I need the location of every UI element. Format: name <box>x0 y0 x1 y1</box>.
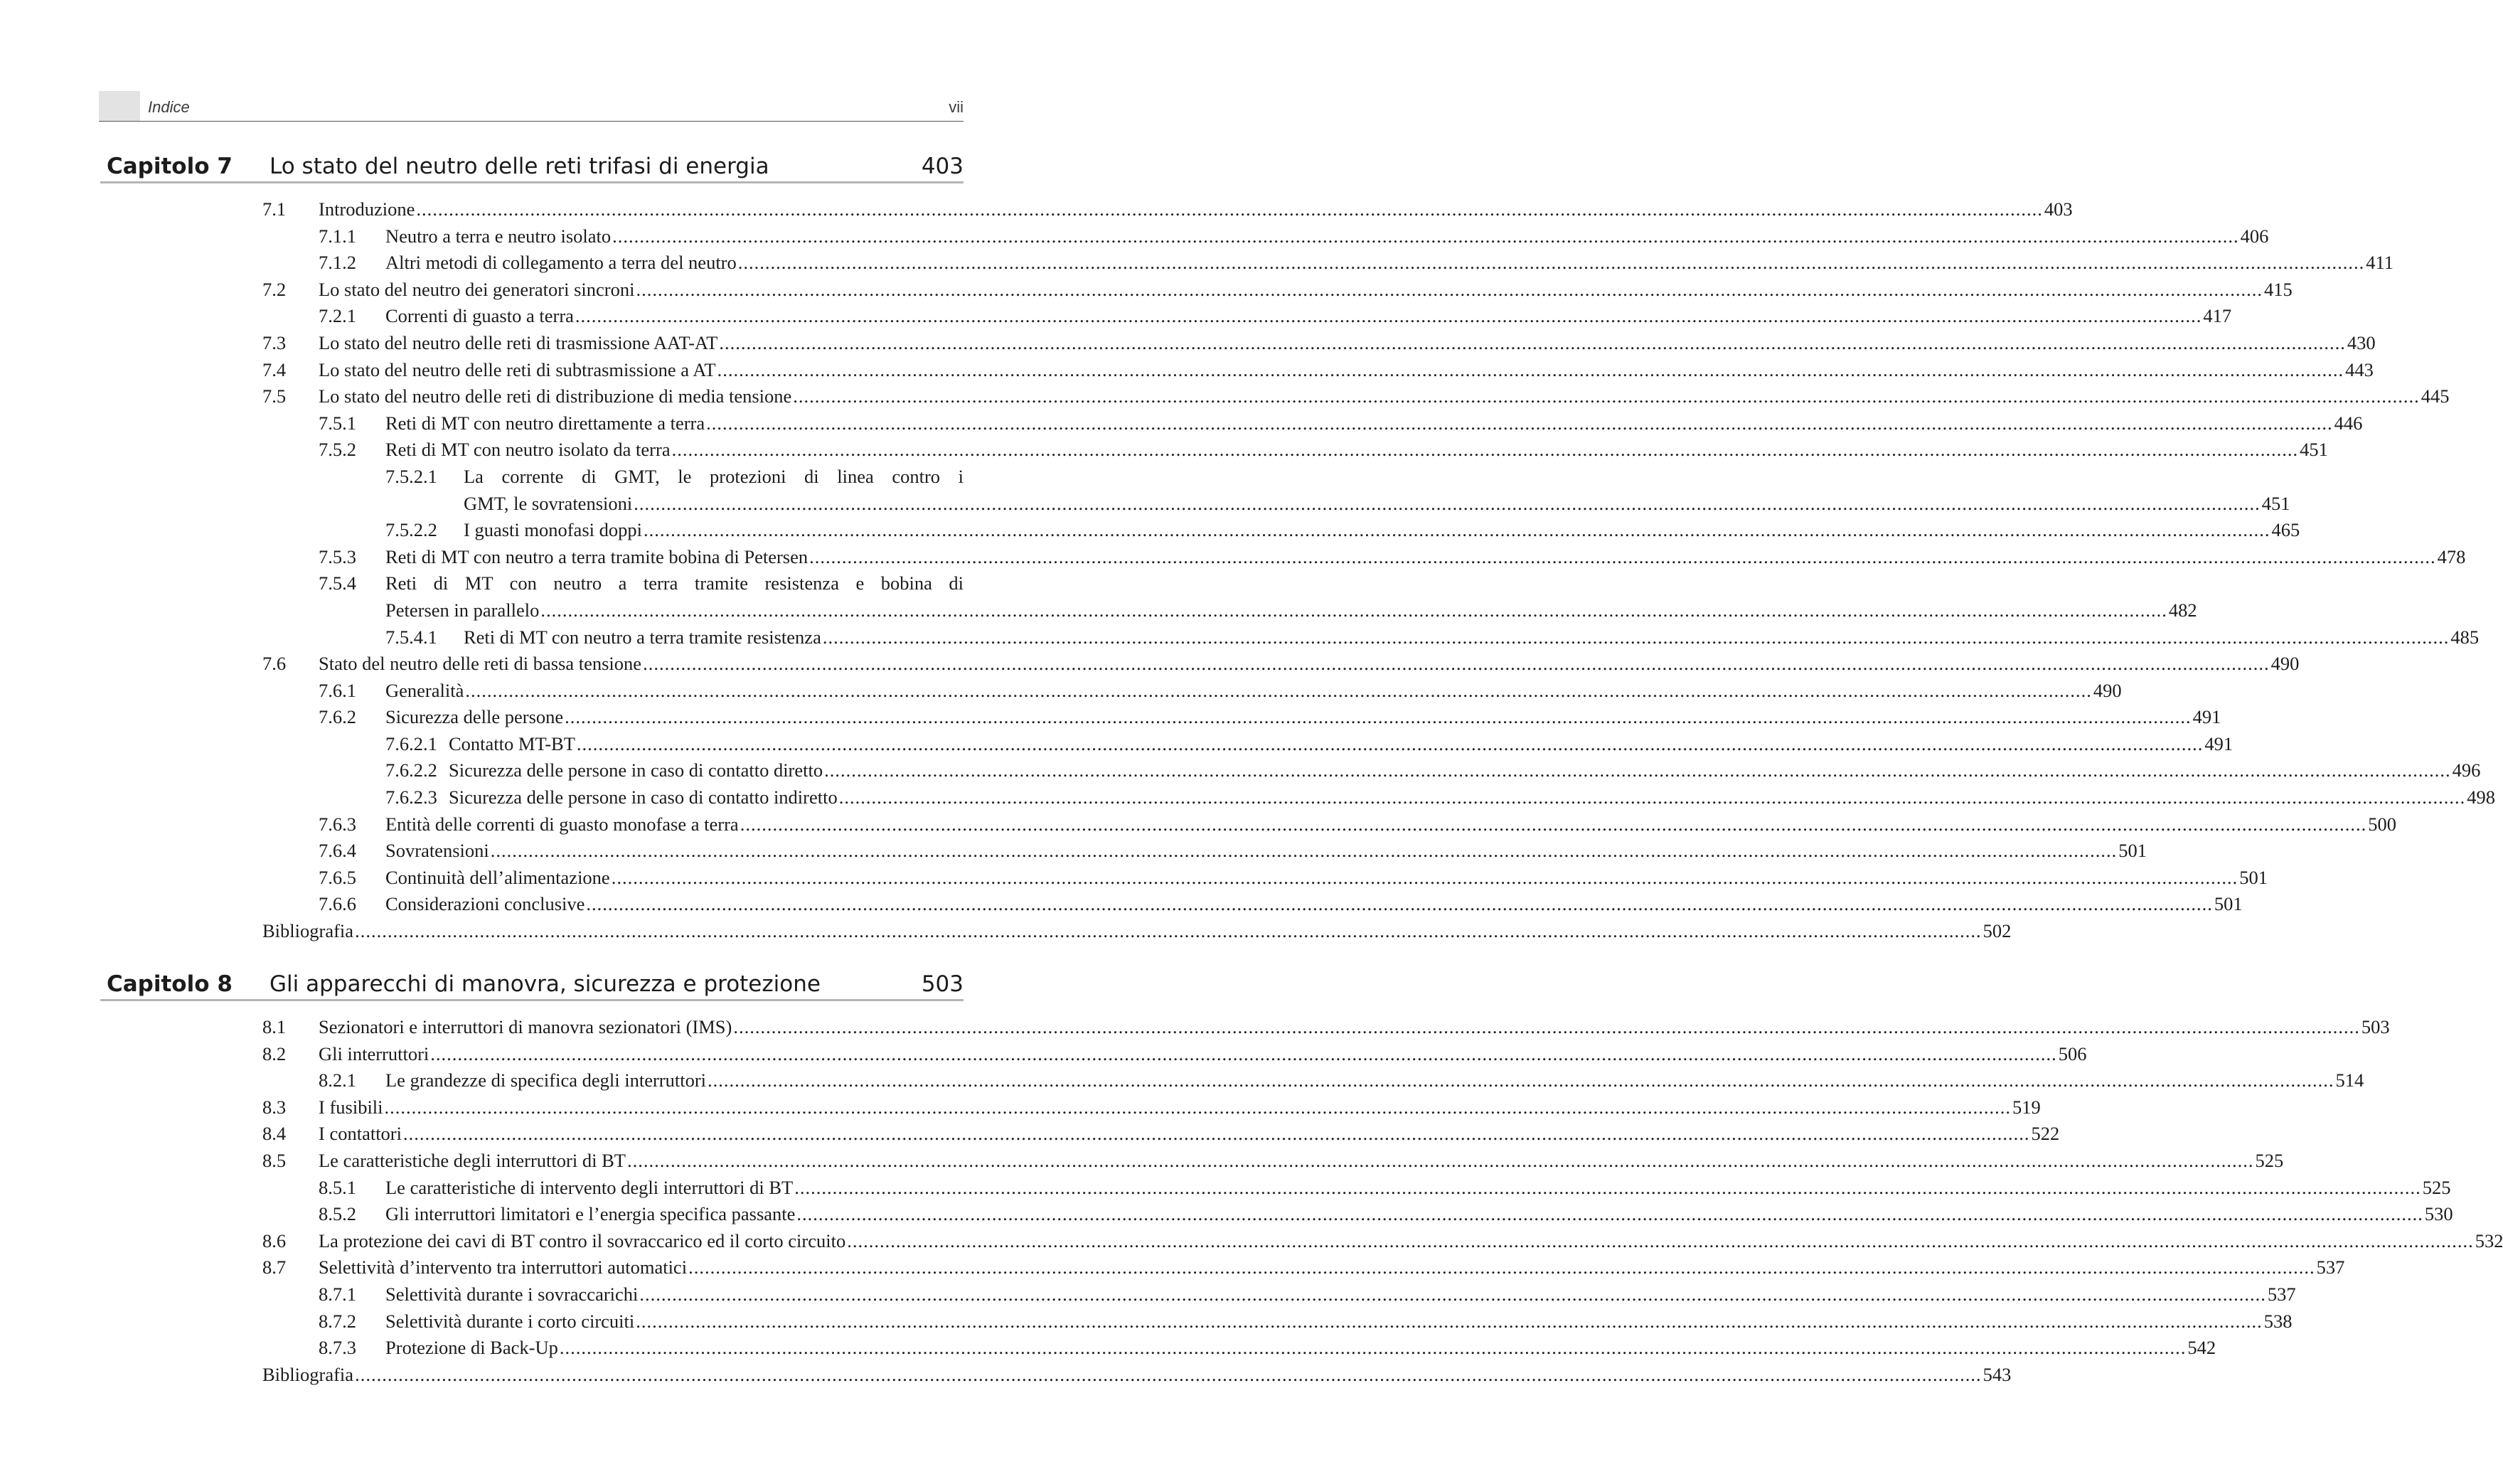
section-number: 7.6.5 <box>319 866 356 888</box>
dot-leader: ............................................................................................................................................................................................................................................................................................................ <box>490 840 2118 862</box>
toc-entry[interactable] <box>0 1041 2087 1068</box>
section-number: 7.6.1 <box>319 679 356 701</box>
toc-entry[interactable] <box>0 517 2300 544</box>
section-number: 8.7.1 <box>319 1283 356 1305</box>
page-number: 522 <box>2031 1123 2060 1145</box>
dot-leader: ............................................................................................................................................................................................................................................................................................................ <box>355 1363 1982 1385</box>
chapter-page-number: 403 <box>921 154 964 179</box>
toc-entry[interactable] <box>0 277 2293 304</box>
page-number: 451 <box>2300 439 2328 461</box>
toc-entry[interactable] <box>0 651 2300 678</box>
toc-entry[interactable] <box>0 1148 2284 1175</box>
header-rule <box>99 121 964 122</box>
section-title: Considerazioni conclusive <box>385 893 585 915</box>
dot-leader: ............................................................................................................................................................................................................................................................................................................ <box>639 1283 2266 1305</box>
dot-leader: ............................................................................................................................................................................................................................................................................................................ <box>740 813 2367 835</box>
section-title: Sovratensioni <box>385 840 489 862</box>
dot-leader: ............................................................................................................................................................................................................................................................................................................ <box>847 1229 2474 1251</box>
toc-entry[interactable] <box>0 1094 2041 1121</box>
section-title: I fusibili <box>319 1096 383 1118</box>
page-number: 542 <box>2187 1337 2216 1359</box>
section-title: Gli interruttori <box>319 1042 429 1064</box>
page-number: 537 <box>2316 1256 2345 1279</box>
section-number: 7.6.2.3 <box>385 786 437 808</box>
page-number: 506 <box>2058 1042 2087 1064</box>
dot-leader: ............................................................................................................................................................................................................................................................................................................ <box>612 225 2239 247</box>
section-title: Selettività durante i corto circuiti <box>385 1310 635 1332</box>
running-header-title: Indice <box>148 98 190 116</box>
page-number: 443 <box>2345 358 2374 380</box>
dot-leader: ............................................................................................................................................................................................................................................................................................................ <box>636 1310 2263 1332</box>
page-number: 532 <box>2475 1229 2503 1251</box>
toc-entry[interactable] <box>0 250 2394 277</box>
page-number: 491 <box>2204 732 2234 754</box>
dot-leader: ............................................................................................................................................................................................................................................................................................................ <box>355 920 1982 942</box>
dot-leader: ............................................................................................................................................................................................................................................................................................................ <box>822 626 2450 648</box>
page-number: 491 <box>2192 706 2221 728</box>
section-title: I guasti monofasi doppi <box>464 519 642 541</box>
page-number: 525 <box>2255 1149 2284 1171</box>
dot-leader: ............................................................................................................................................................................................................................................................................................................ <box>717 358 2344 380</box>
page-number: 430 <box>2347 331 2376 353</box>
page-number: 519 <box>2012 1096 2041 1118</box>
section-title: Lo stato del neutro delle reti di subtrasmissione a AT <box>319 358 716 380</box>
page-number: 490 <box>2270 653 2300 675</box>
toc-entry-multiline[interactable] <box>0 570 1064 597</box>
section-title: GMT, le sovratensioni <box>464 492 633 514</box>
section-number: 8.2 <box>262 1042 287 1064</box>
dot-leader: ............................................................................................................................................................................................................................................................................................................ <box>430 1042 2057 1064</box>
section-title: Reti di MT con neutro a terra tramite resistenza <box>464 626 821 648</box>
page-number: 485 <box>2450 626 2480 648</box>
section-title: Neutro a terra e neutro isolato <box>385 225 612 247</box>
section-title: Lo stato del neutro delle reti di trasmissione AAT-AT <box>319 331 718 353</box>
toc-entry[interactable] <box>0 383 2450 410</box>
section-title: La protezione dei cavi di BT contro il sovraccarico ed il corto circuito <box>319 1229 846 1251</box>
dot-leader: ............................................................................................................................................................................................................................................................................................................ <box>737 252 2365 274</box>
page-number: 417 <box>2203 305 2232 327</box>
chapter-7-heading[interactable] <box>100 143 964 183</box>
section-number: 7.5.3 <box>319 545 356 567</box>
dot-leader: ............................................................................................................................................................................................................................................................................................................ <box>636 278 2263 300</box>
dot-leader: ............................................................................................................................................................................................................................................................................................................ <box>671 439 2299 461</box>
page-number: 503 <box>2361 1016 2390 1037</box>
section-title: Stato del neutro delle reti di bassa tensione <box>319 653 642 675</box>
dot-leader: ............................................................................................................................................................................................................................................................................................................ <box>733 1016 2360 1037</box>
page-number: 478 <box>2437 545 2466 567</box>
section-number: 7.2 <box>262 278 287 300</box>
toc-entry[interactable] <box>0 1067 2364 1094</box>
page-number: 500 <box>2368 813 2396 835</box>
page-number: 498 <box>2467 786 2495 808</box>
toc-entry[interactable] <box>0 1014 2390 1041</box>
page-number: 465 <box>2271 519 2300 541</box>
page-number: 411 <box>2366 252 2394 274</box>
page-number: 537 <box>2267 1283 2296 1305</box>
page-number: 482 <box>2168 599 2197 621</box>
chapter-label: Capitolo 7 <box>107 154 233 179</box>
toc-entry[interactable] <box>0 1121 2060 1148</box>
toc-entry[interactable] <box>0 731 2234 758</box>
section-title: Altri metodi di collegamento a terra del neutro <box>385 252 737 274</box>
section-title: Introduzione <box>319 198 415 220</box>
section-number: 8.1 <box>262 1016 287 1037</box>
section-title: Sezionatori e interruttori di manovra sezionatori (IMS) <box>319 1016 732 1037</box>
dot-leader: ............................................................................................................................................................................................................................................................................................................ <box>796 1203 2423 1225</box>
toc-entry[interactable] <box>0 330 2376 357</box>
page-number: 496 <box>2452 759 2481 781</box>
dot-leader: ............................................................................................................................................................................................................................................................................................................ <box>403 1123 2030 1145</box>
section-title: Reti di MT con neutro isolato da terra <box>385 439 671 461</box>
page-number: 525 <box>2422 1176 2451 1198</box>
page-number: 451 <box>2261 492 2290 514</box>
chapter-title: Lo stato del neutro delle reti trifasi di energia <box>269 154 769 179</box>
toc-entry-continuation[interactable] <box>0 597 2197 624</box>
section-number: 7.6.2 <box>319 706 356 728</box>
chapter-label: Capitolo 8 <box>107 971 233 997</box>
dot-leader: ............................................................................................................................................................................................................................................................................................................ <box>809 545 2436 567</box>
dot-leader: ............................................................................................................................................................................................................................................................................................................ <box>824 759 2451 781</box>
page-number: 445 <box>2421 385 2450 407</box>
toc-entry[interactable] <box>0 865 2268 892</box>
toc-entry[interactable] <box>0 704 2221 731</box>
dot-leader: ............................................................................................................................................................................................................................................................................................................ <box>793 385 2420 407</box>
dot-leader: ............................................................................................................................................................................................................................................................................................................ <box>416 198 2043 220</box>
toc-entry[interactable] <box>0 1254 2345 1281</box>
toc-entry[interactable] <box>0 838 2147 865</box>
dot-leader: ............................................................................................................................................................................................................................................................................................................ <box>643 653 2270 675</box>
section-number: 7.5.1 <box>319 412 356 434</box>
section-title: Selettività durante i sovraccarichi <box>385 1283 639 1305</box>
toc-entry[interactable] <box>0 624 2480 651</box>
section-number: 7.6.6 <box>319 893 356 915</box>
section-title: Sicurezza delle persone in caso di contatto diretto <box>449 759 823 781</box>
page-number: 502 <box>1982 920 2012 942</box>
dot-leader: ............................................................................................................................................................................................................................................................................................................ <box>706 412 2333 434</box>
section-title: Entità delle correnti di guasto monofase a terra <box>385 813 739 835</box>
section-number: 8.7 <box>262 1256 287 1279</box>
toc-entry[interactable] <box>0 544 2466 571</box>
dot-leader: ............................................................................................................................................................................................................................................................................................................ <box>688 1256 2315 1279</box>
page-number: 501 <box>2214 893 2243 915</box>
section-number: 8.5 <box>262 1149 287 1171</box>
toc-entry-continuation[interactable] <box>0 491 2290 518</box>
toc-entry[interactable] <box>0 1201 2453 1228</box>
toc-entry[interactable] <box>0 1335 2216 1362</box>
section-number: 7.6.4 <box>319 840 356 862</box>
section-number: 8.3 <box>262 1096 287 1118</box>
toc-entry[interactable] <box>0 784 2495 811</box>
toc-entry[interactable] <box>0 891 2243 918</box>
section-number: 8.5.2 <box>319 1203 356 1225</box>
section-number: 7.6.3 <box>319 813 356 835</box>
page-number: 490 <box>2093 679 2122 701</box>
section-title: Le caratteristiche degli interruttori di BT <box>319 1149 626 1171</box>
section-title: Reti di MT con neutro a terra tramite bobina di Petersen <box>385 545 808 567</box>
section-number: 7.5.2 <box>319 439 356 461</box>
section-title: Generalità <box>385 679 464 701</box>
dot-leader: ............................................................................................................................................................................................................................................................................................................ <box>644 519 2270 541</box>
section-title: Le grandezze di specifica degli interruttori <box>385 1069 707 1091</box>
dot-leader: ............................................................................................................................................................................................................................................................................................................ <box>634 492 2261 514</box>
section-title: Sicurezza delle persone <box>385 706 564 728</box>
dot-leader: ............................................................................................................................................................................................................................................................................................................ <box>794 1176 2421 1198</box>
toc-entry[interactable] <box>0 196 2073 223</box>
section-number: 7.6.2.2 <box>385 759 437 781</box>
section-number: 8.7.2 <box>319 1310 356 1332</box>
toc-entry[interactable] <box>0 1308 2293 1335</box>
section-number: 7.1.2 <box>319 252 356 274</box>
section-number: 7.6 <box>262 653 287 675</box>
dot-leader: ............................................................................................................................................................................................................................................................................................................ <box>586 893 2213 915</box>
toc-entry[interactable] <box>0 357 2374 384</box>
section-title: Reti di MT con neutro direttamente a terra <box>385 412 705 434</box>
section-number: 7.5.4.1 <box>385 626 437 648</box>
dot-leader: ............................................................................................................................................................................................................................................................................................................ <box>575 305 2202 327</box>
toc-entry[interactable] <box>0 1228 2503 1255</box>
toc-entry-bibliography[interactable] <box>0 918 2012 945</box>
section-title: Petersen in parallelo <box>385 599 540 621</box>
section-title: Contatto MT-BT <box>449 732 575 754</box>
toc-entry[interactable] <box>0 1281 2296 1308</box>
toc-entry[interactable] <box>0 1175 2451 1202</box>
page-number: 501 <box>2239 866 2268 888</box>
dot-leader: ............................................................................................................................................................................................................................................................................................................ <box>540 599 2167 621</box>
header-marker-box <box>99 91 140 121</box>
section-number: 7.3 <box>262 331 287 353</box>
section-title: Selettività d’intervento tra interruttori automatici <box>319 1256 688 1279</box>
dot-leader: ............................................................................................................................................................................................................................................................................................................ <box>719 331 2346 353</box>
section-title: Protezione di Back-Up <box>385 1337 558 1359</box>
section-number: 7.2.1 <box>319 305 356 327</box>
page-number: 415 <box>2263 278 2293 300</box>
section-number: 8.6 <box>262 1229 287 1251</box>
section-title: Sicurezza delle persone in caso di contatto indiretto <box>449 786 838 808</box>
page-number: 446 <box>2334 412 2363 434</box>
page-number: 514 <box>2335 1069 2364 1091</box>
chapter-title: Gli apparecchi di manovra, sicurezza e protezione <box>269 971 821 997</box>
section-title: Gli interruttori limitatori e l’energia specifica passante <box>385 1203 796 1225</box>
toc-entry[interactable] <box>0 811 2396 838</box>
toc-entry[interactable] <box>0 757 2481 784</box>
section-title: Bibliografia <box>262 1363 354 1385</box>
page-number: 538 <box>2263 1310 2293 1332</box>
section-number: 8.7.3 <box>319 1337 356 1359</box>
toc-entry[interactable] <box>0 303 2232 330</box>
section-number: 7.4 <box>262 358 287 380</box>
running-header-page-number: vii <box>949 98 964 116</box>
section-number: 8.5.1 <box>319 1176 356 1198</box>
toc-entry[interactable] <box>0 410 2363 437</box>
section-title: Le caratteristiche di intervento degli interruttori di BT <box>385 1176 794 1198</box>
toc-entry[interactable] <box>0 678 2122 705</box>
page-number: 543 <box>1982 1363 2012 1385</box>
section-number: 7.1 <box>262 198 287 220</box>
section-number: 8.4 <box>262 1123 287 1145</box>
section-number: 7.5.2.2 <box>385 519 437 541</box>
chapter-page-number: 503 <box>921 971 964 997</box>
dot-leader: ............................................................................................................................................................................................................................................................................................................ <box>465 679 2092 701</box>
toc-entry-multiline[interactable] <box>0 464 1064 491</box>
toc-entry-bibliography[interactable] <box>0 1362 2012 1389</box>
section-number: 7.1.1 <box>319 225 356 247</box>
section-title: Lo stato del neutro delle reti di distribuzione di media tensione <box>319 385 792 407</box>
chapter-8-heading[interactable] <box>100 961 964 1001</box>
dot-leader: ............................................................................................................................................................................................................................................................................................................ <box>708 1069 2334 1091</box>
section-title: Lo stato del neutro dei generatori sincroni <box>319 278 635 300</box>
page-number: 403 <box>2044 198 2073 220</box>
section-number: 7.5.4 <box>319 572 356 594</box>
section-title: Bibliografia <box>262 920 354 942</box>
section-title-line1: Reti di MT con neutro a terra tramite resistenza e bobina di <box>385 572 964 594</box>
section-title-line1: La corrente di GMT, le protezioni di linea contro i <box>464 465 964 487</box>
section-title: Continuità dell’alimentazione <box>385 866 610 888</box>
dot-leader: ............................................................................................................................................................................................................................................................................................................ <box>611 866 2238 888</box>
chapter-8-toc <box>0 1014 2503 1388</box>
section-title: Correnti di guasto a terra <box>385 305 574 327</box>
section-number: 7.5.2.1 <box>385 465 437 487</box>
dot-leader: ............................................................................................................................................................................................................................................................................................................ <box>559 1337 2187 1359</box>
dot-leader: ............................................................................................................................................................................................................................................................................................................ <box>626 1149 2254 1171</box>
dot-leader: ............................................................................................................................................................................................................................................................................................................ <box>384 1096 2012 1118</box>
dot-leader: ............................................................................................................................................................................................................................................................................................................ <box>576 732 2204 754</box>
section-title: I contattori <box>319 1123 402 1145</box>
section-number: 7.5 <box>262 385 287 407</box>
chapter-7-toc <box>0 196 2495 945</box>
section-number: 8.2.1 <box>319 1069 356 1091</box>
toc-entry[interactable] <box>0 223 2269 250</box>
dot-leader: ............................................................................................................................................................................................................................................................................................................ <box>838 786 2466 808</box>
section-number: 7.6.2.1 <box>385 732 437 754</box>
page-number: 530 <box>2424 1203 2453 1225</box>
page-number: 501 <box>2118 840 2147 862</box>
page-number: 406 <box>2240 225 2269 247</box>
toc-entry[interactable] <box>0 437 2328 464</box>
dot-leader: ............................................................................................................................................................................................................................................................................................................ <box>565 706 2192 728</box>
